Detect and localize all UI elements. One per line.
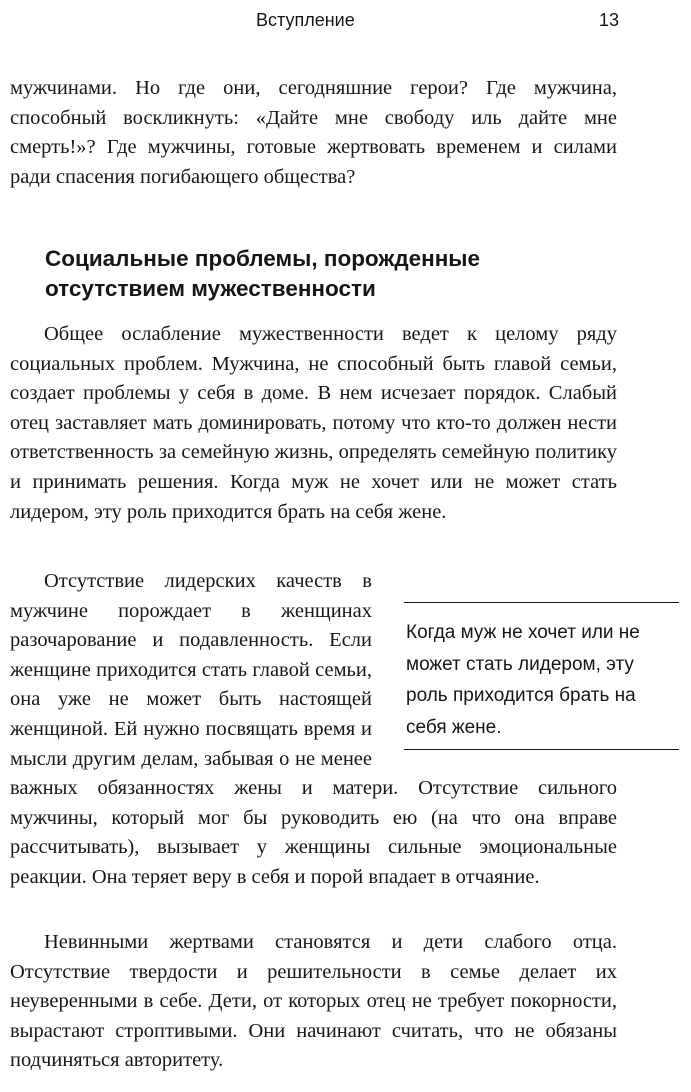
section-heading: Социальные проблемы, порожденные отсутствием мужественности bbox=[45, 246, 481, 301]
running-header bbox=[0, 10, 691, 36]
paragraph-3: Невинными жертвами становятся и дети слабого отца. Отсутствие твердости и решительности в семье делает их неуверенными в себе. Дети, от которых отец не требует покорности, вырастают строптивыми. Они начинают считать, что не обязаны подчиняться авторитету. bbox=[10, 931, 617, 1072]
paragraph-intro: мужчинами. Но где они, сегодняшние герои? Где мужчина, способный воскликнуть: «Дайте мне свободу иль дайте мне смерть!»? Где мужчины, готовые жертвовать временем и силами ради спасения погибающего общества? bbox=[10, 77, 617, 188]
paragraph-2-text: Отсутствие лидерских качеств в мужчине порождает в женщинах разочарование и подавленность. Если женщине приходится стать главой семьи, она уже не может быть настоящей женщиной. Ей нужно посвящать время и мысли другим делам, забывая о не менее важных обязанностях жены и матери. Отсутствие сильного мужчины, который мог бы руководить ею (на что она вправе рассчитывать), вызывает у женщины сильные эмоциональные реакции. Она теряет веру в себя и порой впадает в отчаяние. bbox=[10, 570, 617, 888]
page-number: 13 bbox=[599, 10, 620, 30]
pull-quote: Когда муж не хочет или не может стать лидером, эту роль приходится брать на себя жене. bbox=[404, 602, 679, 750]
chapter-title: Вступление bbox=[256, 10, 355, 30]
paragraph-1: Общее ослабление мужественности ведет к целому ряду социальных проблем. Мужчина, не способный быть главой семьи, создает проблемы у себя в доме. В нем исчезает порядок. Слабый отец заставляет мать доминировать, потому что кто-то должен нести ответственность за семейную жизнь, определять семейную политику и принимать решения. Когда муж не хочет или не может стать лидером, эту роль приходится брать на себя жене. bbox=[10, 323, 617, 523]
